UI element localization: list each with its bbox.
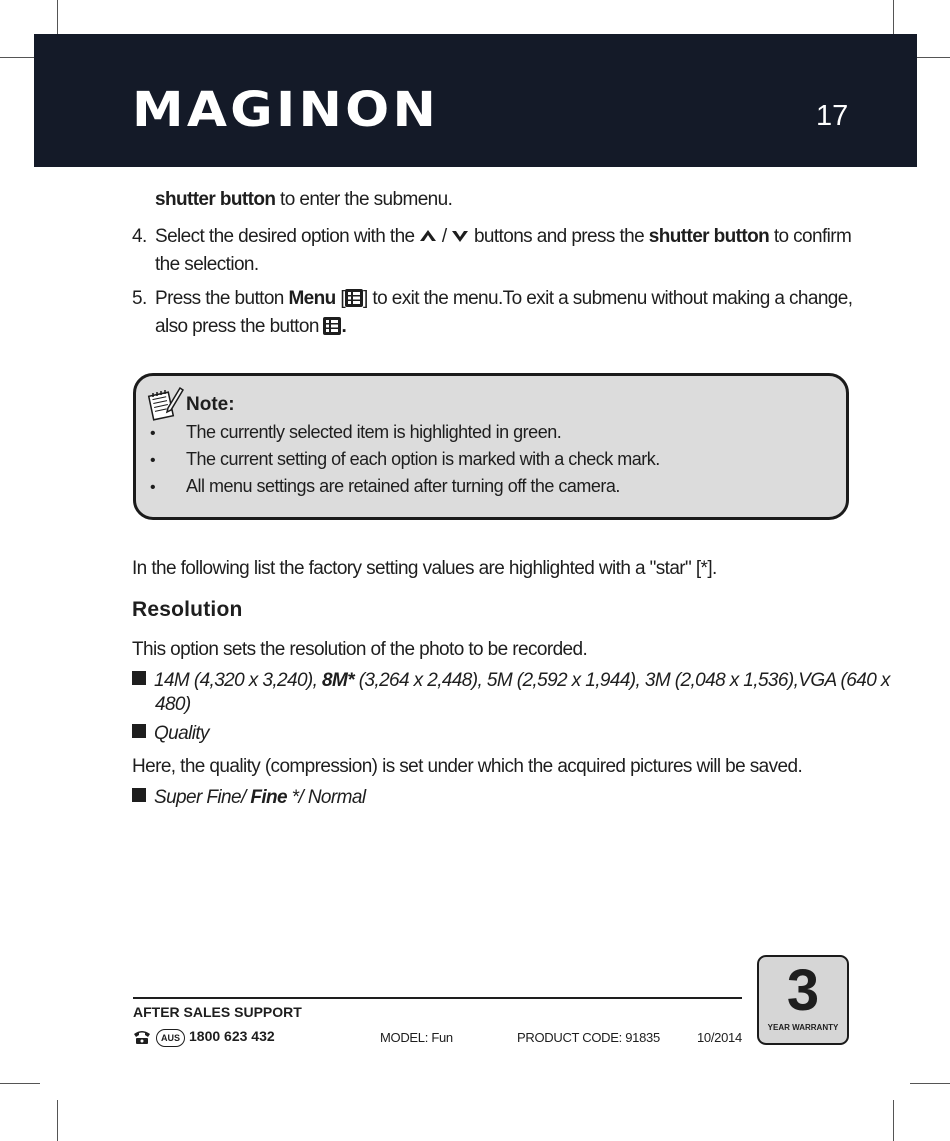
options-pre: 14M (4,320 x 3,240),: [154, 670, 323, 691]
square-bullet-icon: [132, 788, 146, 802]
crop-mark: [0, 1083, 40, 1084]
page-header: [34, 34, 917, 167]
step-4-separator: /: [441, 226, 447, 247]
note-title: Note:: [186, 394, 235, 415]
square-bullet-icon: [132, 671, 146, 685]
step-5: [155, 285, 852, 313]
options-post: (3,264 x 2,448), 5M (2,592 x 1,944), 3M (2,048 x 1,536),VGA (640 x: [354, 670, 890, 691]
brand-logo: MAGINON: [132, 82, 440, 138]
note-item: The currently selected item is highlighted in green.: [186, 422, 562, 442]
step-4-mid: buttons and press the: [473, 226, 645, 247]
options-line2: 480): [155, 694, 191, 715]
step-5-post: ] to exit the menu.To exit a submenu without making a change,: [363, 288, 853, 309]
resolution-description: This option sets the resolution of the photo to be recorded.: [132, 639, 588, 660]
arrow-down-icon: [451, 229, 469, 243]
warranty-badge: [757, 955, 849, 1045]
quality-label-text: Quality: [154, 723, 209, 744]
bullet: •: [150, 452, 156, 469]
quality-pre: Super Fine/: [154, 787, 251, 808]
step-5-text: Press the button: [155, 288, 284, 309]
note-item: All menu settings are retained after turning off the camera.: [186, 476, 620, 496]
country-badge: [156, 1029, 185, 1047]
note-item: The current setting of each option is marked with a check mark.: [186, 449, 660, 469]
quality-description: Here, the quality (compression) is set under which the acquired pictures will be saved.: [132, 756, 803, 777]
page-number: 17: [816, 100, 849, 132]
step-4-line2: the selection.: [155, 254, 259, 275]
warranty-number: 3: [786, 958, 820, 1023]
footer-divider: [133, 997, 742, 999]
continuation-text: to enter the submenu.: [275, 189, 453, 210]
shutter-button-label: shutter button: [155, 189, 276, 210]
bracket-open: [: [340, 288, 346, 309]
section-title: Resolution: [132, 598, 243, 621]
step-continuation: [155, 186, 452, 214]
menu-icon: [345, 289, 363, 307]
step-5-number: 5.: [132, 288, 147, 309]
menu-button-label: Menu: [288, 288, 336, 309]
step-5-line2-text: also press the button: [155, 316, 319, 337]
model-label: MODEL: Fun: [380, 1030, 453, 1045]
crop-mark: [910, 1083, 950, 1084]
step-4: [155, 223, 851, 251]
notepad-pencil-icon: [146, 384, 184, 422]
default-quality: Fine: [250, 787, 287, 808]
warranty-text: YEAR WARRANTY: [767, 1023, 839, 1032]
phone-icon: [133, 1029, 151, 1045]
print-date: 10/2014: [697, 1030, 742, 1045]
menu-icon: [323, 317, 341, 335]
product-code: PRODUCT CODE: 91835: [517, 1030, 660, 1045]
square-bullet-icon: [132, 724, 146, 738]
resolution-options: [132, 667, 890, 695]
step-4-post: to confirm: [773, 226, 852, 247]
quality-options: [132, 784, 365, 812]
after-sales-support: AFTER SALES SUPPORT: [133, 1004, 302, 1020]
bullet: •: [150, 479, 156, 496]
crop-mark: [57, 1100, 58, 1141]
step-4-number: 4.: [132, 226, 147, 247]
arrow-up-icon: [419, 229, 437, 243]
default-option: 8M*: [322, 670, 355, 691]
quality-label: [132, 720, 209, 748]
bullet: •: [150, 425, 156, 442]
country-code: AUS: [160, 1033, 180, 1043]
support-phone: 1800 623 432: [189, 1028, 275, 1044]
step-5-period: .: [341, 316, 347, 337]
resolution-options-line2: [155, 691, 191, 719]
step-4-text: Select the desired option with the: [155, 226, 415, 247]
step-5-line2: [155, 313, 346, 341]
shutter-button-label: shutter button: [648, 226, 770, 247]
intro-text: In the following list the factory setting values are highlighted with a "star" [*].: [132, 558, 717, 579]
quality-post: */ Normal: [286, 787, 366, 808]
crop-mark: [893, 1100, 894, 1141]
note-box: [133, 373, 849, 520]
